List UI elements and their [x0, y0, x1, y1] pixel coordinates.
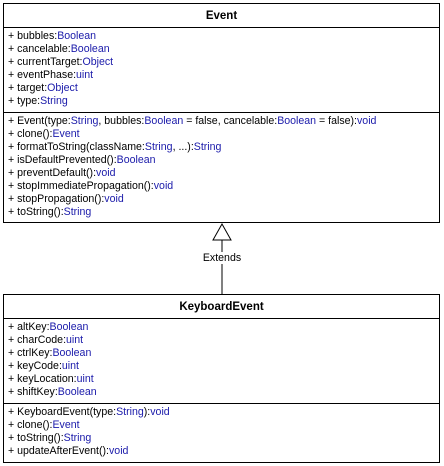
member-line [8, 386, 435, 399]
type-name: uint [61, 360, 79, 373]
type-name: void [96, 166, 116, 179]
keyboard-event-class-box [3, 294, 440, 463]
keyboard-event-methods [4, 403, 439, 461]
member-text: + ctrlKey: [8, 347, 53, 360]
member-text: + altKey: [8, 321, 50, 333]
event-class-box [3, 3, 440, 223]
member-text: ): [143, 405, 151, 418]
member-text: + isDefaultPrevented(): [8, 153, 117, 166]
type-name: uint [76, 373, 94, 386]
extends-arrowhead [213, 224, 231, 240]
member-text: + Event(type: [8, 114, 71, 127]
member-text: = false, cancelable: [183, 114, 278, 127]
event-methods [4, 112, 439, 223]
member-text: + shiftKey: [8, 386, 58, 399]
member-text: , ...): [172, 140, 194, 153]
keyboard-event-attributes [4, 319, 439, 403]
type-name: uint [66, 334, 84, 347]
type-name: Boolean [70, 43, 110, 56]
member-line [8, 82, 435, 95]
member-line [8, 321, 435, 334]
member-line [8, 373, 435, 386]
member-line [8, 154, 435, 167]
type-name: Boolean [277, 114, 317, 127]
type-name: Boolean [57, 30, 97, 42]
member-line [8, 69, 435, 82]
type-name: String [70, 114, 99, 127]
member-line [8, 95, 435, 108]
type-name: void [357, 114, 377, 127]
member-text: + keyLocation: [8, 373, 77, 386]
member-text: + updateAfterEvent(): [8, 444, 109, 457]
member-text: + formatToString(className: [8, 140, 145, 153]
member-text: + eventPhase: [8, 69, 77, 82]
member-text: + currentTarget: [8, 56, 83, 69]
member-line [8, 180, 435, 193]
member-line [8, 432, 435, 445]
member-text: + toString(): [8, 431, 64, 444]
type-name: String [116, 405, 144, 418]
member-text: + clone(): [8, 127, 53, 140]
type-name: Object [82, 56, 114, 69]
member-line [8, 347, 435, 360]
keyboard-event-class-name: KeyboardEvent [4, 295, 439, 319]
member-line [8, 419, 435, 432]
type-name: String [144, 140, 173, 153]
type-name: String [193, 140, 222, 153]
type-name: String [63, 206, 92, 219]
member-text: , bubbles: [98, 114, 145, 127]
member-line [8, 193, 435, 206]
member-text: + preventDefault(): [8, 166, 97, 179]
type-name: uint [76, 69, 94, 82]
member-text: + bubbles: [8, 30, 58, 42]
type-name: void [104, 193, 124, 206]
event-class-name: Event [4, 4, 439, 28]
member-line [8, 30, 435, 43]
type-name: Object [47, 82, 78, 95]
type-name: void [150, 405, 170, 418]
member-line [8, 56, 435, 69]
type-name: String [40, 95, 68, 108]
member-text: = false): [316, 114, 357, 127]
member-line [8, 115, 435, 128]
type-name: Event [52, 418, 80, 431]
type-name: Boolean [57, 386, 97, 399]
extends-label: Extends [202, 252, 242, 264]
type-name: Boolean [116, 153, 156, 166]
member-line [8, 128, 435, 141]
type-name: Boolean [144, 114, 184, 127]
member-line [8, 43, 435, 56]
member-text: + charCode: [8, 334, 67, 347]
type-name: String [63, 431, 92, 444]
member-line [8, 406, 435, 419]
member-text: + type: [8, 95, 41, 108]
type-name: Boolean [52, 347, 92, 360]
type-name: void [153, 180, 174, 193]
type-name: Boolean [49, 321, 89, 333]
type-name: Event [52, 127, 80, 140]
member-line [8, 360, 435, 373]
member-text: + cancelable: [8, 43, 71, 56]
member-line [8, 445, 435, 458]
member-text: + clone(): [8, 418, 53, 431]
member-line [8, 206, 435, 219]
member-line [8, 141, 435, 154]
member-text: + target: [8, 82, 48, 95]
type-name: void [109, 444, 129, 457]
member-text: + stopImmediatePropagation(): [8, 180, 154, 193]
member-text: + KeyboardEvent(type: [8, 405, 117, 418]
member-text: + keyCode: [8, 360, 62, 373]
member-line [8, 167, 435, 180]
event-attributes [4, 28, 439, 112]
member-line [8, 334, 435, 347]
member-text: + stopPropagation(): [8, 193, 105, 206]
member-text: + toString(): [8, 206, 64, 219]
